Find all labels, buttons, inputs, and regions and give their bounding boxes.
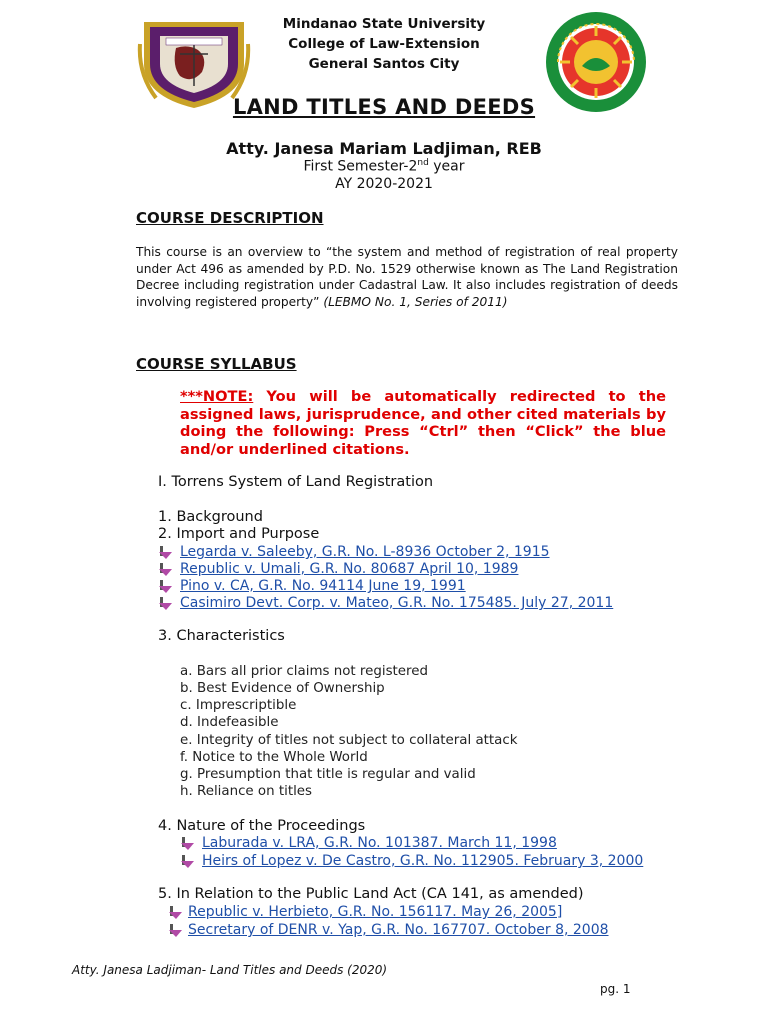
course-description-text: This course is an overview to “the system and method of registration of real property under Act 496 as amended by P.D. No. 1529 otherwise known as The Land Registration Decree including registration under Cadastral Law. It also includes registration of deeds involving registered property” (LEBMO No. 1, Series of 2011) (136, 245, 678, 309)
college-name: College of Law-Extension (288, 36, 480, 52)
note-label: ***NOTE: (180, 388, 254, 405)
arrow-bullet-icon (158, 580, 174, 594)
topic-public-land-act: 5. In Relation to the Public Land Act (CA 141, as amended) (158, 886, 584, 902)
arrow-bullet-icon (168, 924, 184, 938)
case-link-laburada[interactable]: Laburada v. LRA, G.R. No. 101387. March 11, 1998 (202, 835, 557, 851)
case-link-casimiro[interactable]: Casimiro Devt. Corp. v. Mateo, G.R. No. 175485. July 27, 2011 (180, 595, 614, 611)
characteristic-item: h. Reliance on titles (180, 784, 313, 799)
arrow-bullet-icon (158, 563, 174, 577)
course-description-heading: COURSE DESCRIPTION (136, 209, 324, 227)
page-number: pg. 1 (600, 982, 631, 996)
arrow-bullet-icon (180, 837, 196, 851)
topic-characteristics: 3. Characteristics (158, 628, 285, 644)
arrow-bullet-icon (168, 906, 184, 920)
academic-year: AY 2020-2021 (335, 176, 433, 192)
topic-import-purpose: 2. Import and Purpose (158, 526, 320, 542)
characteristic-item: f. Notice to the Whole World (180, 750, 368, 765)
page-footer: Atty. Janesa Ladjiman- Land Titles and Deeds (2020) (72, 963, 388, 977)
arrow-bullet-icon (180, 855, 196, 869)
semester-line: First Semester-2nd year (303, 158, 465, 175)
arrow-bullet-icon (158, 597, 174, 611)
case-link-umali[interactable]: Republic v. Umali, G.R. No. 80687 April 10, 1989 (180, 561, 519, 577)
navigation-note: ***NOTE: You will be automatically redirected to the assigned laws, jurisprudence, and other cited materials by doing the following: Press “Ctrl” then “Click” the blue and/or underlined citations. (180, 388, 666, 458)
characteristic-item: b. Best Evidence of Ownership (180, 681, 385, 696)
case-link-denr-yap[interactable]: Secretary of DENR v. Yap, G.R. No. 167707. October 8, 2008 (188, 922, 609, 938)
topic-nature-proceedings: 4. Nature of the Proceedings (158, 818, 366, 834)
course-syllabus-heading: COURSE SYLLABUS (136, 355, 297, 373)
case-link-pino[interactable]: Pino v. CA, G.R. No. 94114 June 19, 1991 (180, 578, 466, 594)
case-link-heirs-lopez[interactable]: Heirs of Lopez v. De Castro, G.R. No. 112905. February 3, 2000 (202, 853, 644, 869)
document-title: LAND TITLES AND DEEDS (232, 95, 536, 119)
university-name: Mindanao State University (282, 16, 486, 32)
part-one-heading: I. Torrens System of Land Registration (158, 474, 434, 490)
characteristic-item: g. Presumption that title is regular and valid (180, 767, 476, 782)
case-link-herbieto[interactable]: Republic v. Herbieto, G.R. No. 156117. May 26, 2005] (188, 904, 563, 920)
characteristic-item: e. Integrity of titles not subject to collateral attack (180, 733, 518, 748)
topic-background: 1. Background (158, 509, 263, 525)
city-name: General Santos City (308, 56, 460, 72)
author-name: Atty. Janesa Mariam Ladjiman, REB (226, 139, 542, 158)
characteristic-item: a. Bars all prior claims not registered (180, 664, 428, 679)
characteristic-item: c. Imprescriptible (180, 698, 297, 713)
description-citation: (LEBMO No. 1, Series of 2011) (323, 294, 508, 309)
characteristic-item: d. Indefeasible (180, 715, 279, 730)
case-link-legarda[interactable]: Legarda v. Saleeby, G.R. No. L-8936 October 2, 1915 (180, 544, 550, 560)
arrow-bullet-icon (158, 546, 174, 560)
